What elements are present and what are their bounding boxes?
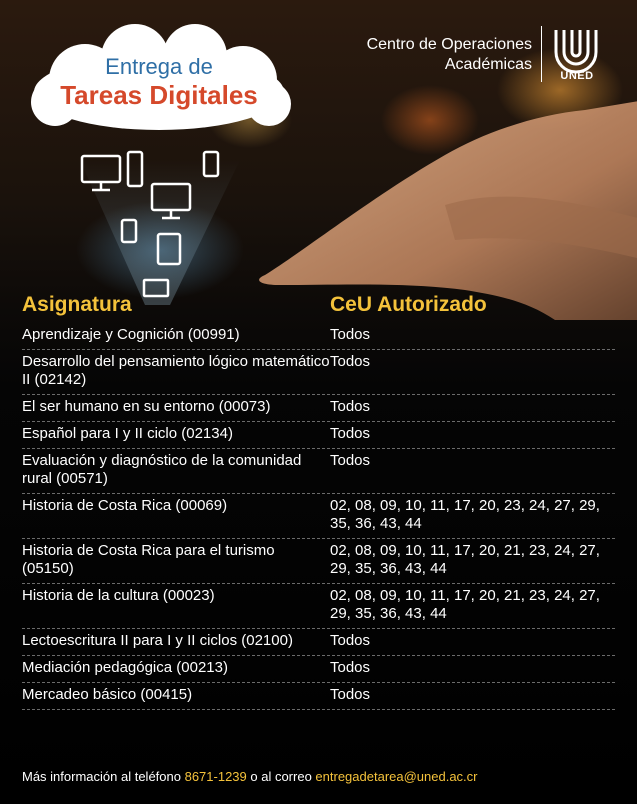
subject-cell: Historia de Costa Rica para el turismo (05150) bbox=[22, 542, 275, 577]
subject-cell: Mediación pedagógica (00213) bbox=[22, 659, 228, 676]
table-row bbox=[22, 494, 615, 539]
divider bbox=[541, 26, 542, 82]
subject-cell: El ser humano en su entorno (00073) bbox=[22, 398, 271, 415]
footer-prefix: Más información al teléfono bbox=[22, 769, 185, 784]
ceu-cell: 02, 08, 09, 10, 11, 17, 20, 23, 24, 27, 29, 35, 36, 43, 44 bbox=[330, 497, 600, 532]
ceu-cell: Todos bbox=[330, 326, 371, 343]
ceu-cell: Todos bbox=[330, 425, 371, 442]
table-row bbox=[22, 422, 615, 449]
subject-cell: Desarrollo del pensamiento lógico matemático II (02142) bbox=[22, 353, 330, 388]
logo-text: UNED bbox=[560, 70, 594, 82]
ceu-cell: 02, 08, 09, 10, 11, 17, 20, 21, 23, 24, 27, 29, 35, 36, 43, 44 bbox=[330, 542, 600, 577]
subjects-table bbox=[22, 323, 615, 710]
table-row bbox=[22, 350, 615, 395]
table-row bbox=[22, 395, 615, 422]
subject-cell: Historia de la cultura (00023) bbox=[22, 587, 215, 604]
subject-cell: Evaluación y diagnóstico de la comunidad rural (00571) bbox=[22, 452, 302, 487]
ceu-cell: Todos bbox=[330, 659, 371, 676]
table-row bbox=[22, 656, 615, 683]
table-row bbox=[22, 683, 615, 710]
ceu-cell: Todos bbox=[330, 452, 371, 469]
ceu-cell: Todos bbox=[330, 686, 371, 703]
phone-number: 8671-1239 bbox=[184, 769, 247, 784]
institution-line1: Centro de Operaciones bbox=[366, 36, 532, 53]
subject-cell: Aprendizaje y Cognición (00991) bbox=[22, 326, 240, 343]
ceu-cell: Todos bbox=[330, 398, 371, 415]
table-row bbox=[22, 539, 615, 584]
ceu-cell: Todos bbox=[330, 632, 371, 649]
institution-line2: Académicas bbox=[444, 56, 532, 73]
table-row bbox=[22, 584, 615, 629]
email-address: entregadetarea@uned.ac.cr bbox=[315, 769, 478, 784]
cloud-title bbox=[25, 22, 293, 134]
table-header bbox=[22, 293, 615, 325]
institution-name bbox=[367, 35, 532, 75]
footer-contact bbox=[22, 769, 615, 784]
cloud-title-line2: Tareas Digitales bbox=[60, 80, 258, 110]
ceu-cell: 02, 08, 09, 10, 11, 17, 20, 21, 23, 24, 27, 29, 35, 36, 43, 44 bbox=[330, 587, 600, 622]
table-row bbox=[22, 629, 615, 656]
ceu-cell: Todos bbox=[330, 353, 371, 370]
table-row bbox=[22, 323, 615, 350]
subject-cell: Lectoescritura II para I y II ciclos (02100) bbox=[22, 632, 293, 649]
table-row bbox=[22, 449, 615, 494]
devices-illustration bbox=[70, 140, 250, 310]
header-subject: Asignatura bbox=[22, 293, 132, 316]
subject-cell: Español para I y II ciclo (02134) bbox=[22, 425, 233, 442]
footer-middle: o al correo bbox=[246, 769, 316, 784]
subject-cell: Historia de Costa Rica (00069) bbox=[22, 497, 228, 514]
cloud-title-line1: Entrega de bbox=[105, 54, 213, 79]
subject-cell: Mercadeo básico (00415) bbox=[22, 686, 193, 703]
header-ceu: CeU Autorizado bbox=[330, 293, 487, 316]
